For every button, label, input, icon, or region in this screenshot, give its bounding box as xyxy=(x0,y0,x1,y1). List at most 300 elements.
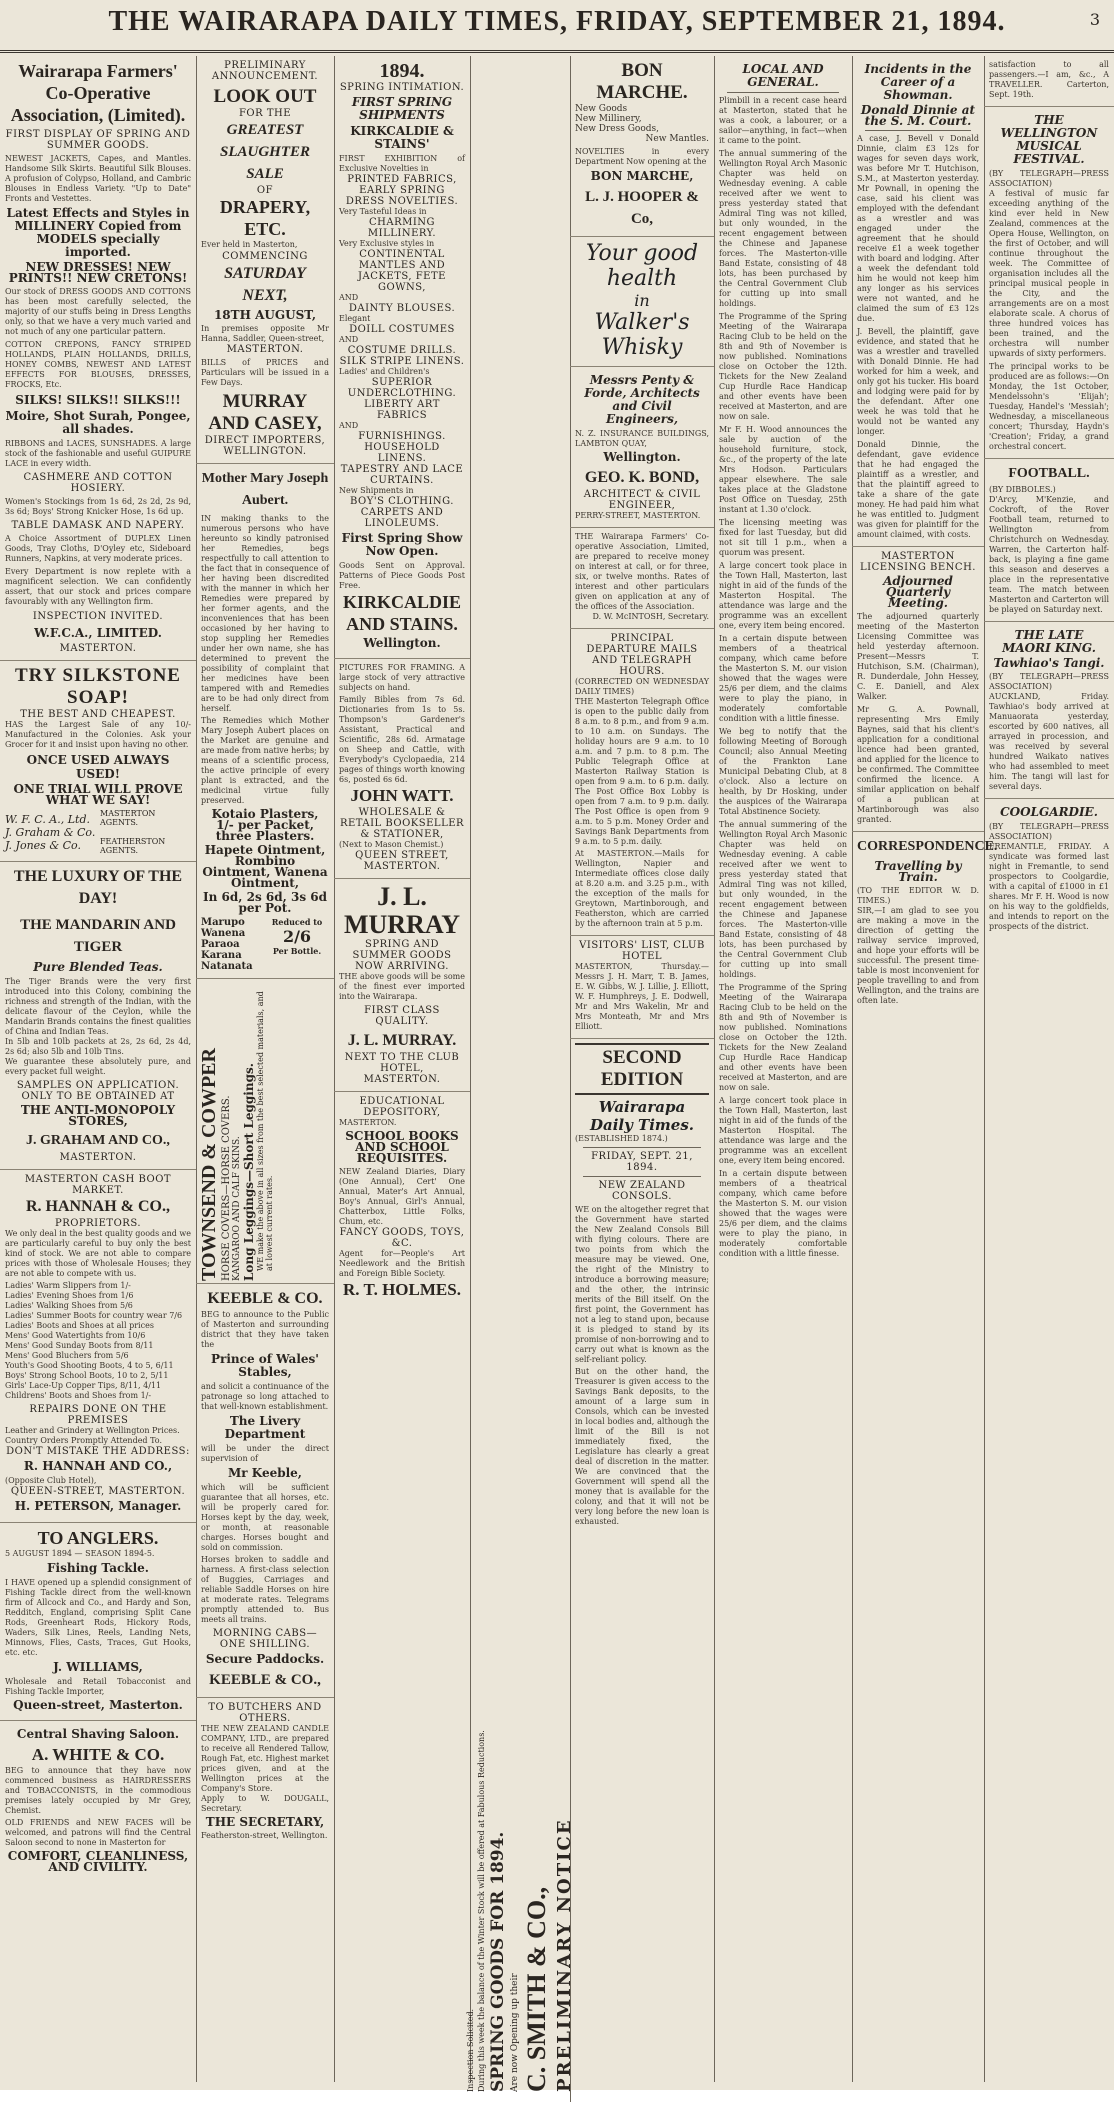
farmers-coop-ad xyxy=(0,56,196,661)
anglers-title: TO ANGLERS. xyxy=(37,1528,159,1548)
tea-guarantee: We guarantee these absolutely pure, and every packet full weight. xyxy=(5,1057,191,1076)
agent-place: FEATHERSTON AGENTS. xyxy=(100,837,166,855)
graham-name: J. GRAHAM AND CO., xyxy=(26,1133,170,1148)
exclusive-styles: Very Exclusive styles in xyxy=(339,239,435,248)
murray-casey-city: WELLINGTON. xyxy=(223,446,307,457)
local-item-5: The licensing meeting was fixed for last Tuesday, but did not sit till 1 p.m., when a quorum was present. xyxy=(719,518,847,557)
bon-marche-sign: BON MARCHE, xyxy=(590,169,694,183)
murray-casey: MURRAY AND CASEY, xyxy=(208,391,322,434)
local-item-7-repeat: In a certain dispute between members of a theatrical company, which came before the Masterton S. M. our vision showed that the wages were 25/6 per diem, and the claims were to play the piano, in moderately comfortable condition with a little finesse. xyxy=(719,1169,847,1258)
of-line: OF xyxy=(256,185,274,196)
column-4-smith-ad xyxy=(465,56,575,2102)
household-linens: HOUSEHOLD LINENS. xyxy=(364,442,440,464)
local-item-2-repeat: The annual summering of the Wellington Royal Arch Masonic Chapter was held on Wednesday evening. A cable received after we went to press yesterday stated that Admiral Ting was not killed, but only wounded, in the recent engagement between the Chinese and Japanese forces. The Masterton-ville Band Estate, consisting of 48 lots, has been purchased by the Central Government Club for cutting up into small holdings. xyxy=(719,820,847,979)
and-1: AND xyxy=(339,293,359,302)
second-edition: SECOND EDITION xyxy=(575,1043,709,1095)
penty-address: N. Z. INSURANCE BUILDINGS, LAMBTON QUAY, xyxy=(575,429,709,448)
kirkcaldie-title: KIRKCALDIE & STAINS' xyxy=(350,124,454,151)
local-item-4: Mr F. H. Wood announces the sale by auction of the household furniture, stock, &c., of the property of the late Mrs Hodson. Particulars appear elsewhere. The sale takes place at the Gladstone Post Office on Tuesday, 25th instant at 1.30 o'clock. xyxy=(719,425,847,514)
showman-body-3: Donald Dinnie, the defendant, gave evidence that he had engaged the plaintiff as a wrestler, and that the plaintiff agreed to take a share of the gate money. He had paid him what he was entitled to. Judgment was given for plaintiff for the amount claimed, with costs. xyxy=(857,440,979,539)
anglers-ad xyxy=(0,1523,196,1721)
john-watt-name: JOHN WATT. xyxy=(350,786,454,805)
kirkcaldie-city: Wellington. xyxy=(363,636,441,650)
correspondence-heading: CORRESPONDENCE. xyxy=(857,839,998,854)
musical-festival-article xyxy=(984,107,1114,459)
silkstone-body: HAS the Largest Sale of any 10/- Manufactured in the Colonies. Ask your Grocer for it and insist upon having no other. xyxy=(5,720,191,749)
aubert-body: IN making thanks to the numerous persons who have hereunto so kindly patronised her Remedies, begs respectfully to call attention to the fact that in consequence of her having been discredited with the manner in which her Remedies were prepared by her former agents, and the inconveniences that has been occasioned by her having to stop suppling her Remedies under her own name, she has determined to prevent the possibility of complaint that her medicines have been tampered with and Remedies are to be had only direct from herself. xyxy=(201,514,329,713)
column-3 xyxy=(334,56,471,2082)
mails-body-2: At MASTERTON.—Mails for Wellington, Napier and Intermediate offices close daily at 8.20 a.m. and 3.25 p.m., with the exception of the mails for Greytown, Martinborough, and Featherston, which are carried by the afternoon train at 5 p.m. xyxy=(575,849,709,928)
jl-murray-sign: J. L. MURRAY. xyxy=(347,1032,457,1049)
boot-price-item: Mens' Good Sunday Boots from 8/11 xyxy=(5,1341,154,1350)
jl-murray-ad xyxy=(334,879,470,1092)
livery-department: The Livery Department xyxy=(224,1414,306,1441)
boot-price-item: Mens' Good Bluchers from 5/6 xyxy=(5,1351,129,1360)
nz-diaries: NEW Zealand Diaries, Diary (One Annual), Cert' One Annual, Mater's Art Annual, Boy's Annual, Girl's Annual, Chatterbox, Little Folks, Chum, etc. xyxy=(339,1167,465,1226)
damask-line: TABLE DAMASK AND NAPERY. xyxy=(11,520,185,531)
opposite-club: (Opposite Club Hotel), xyxy=(5,1476,97,1485)
editorial-section xyxy=(570,1039,714,1533)
local-item-8: We beg to notify that the following Meeting of Borough Council; also Annual Meeting of the Frankton Lane Municipal Debating Club, at 8 o'clock. Also a lecture on health, by Dr Hosking, under the auspices of the Wairarapa Total Abstinence Society. xyxy=(719,727,847,816)
murray-body: THE above goods will be some of the finest ever imported into the Wairarapa. xyxy=(339,972,465,1001)
column-6 xyxy=(714,56,853,2082)
masthead-title: THE WAIRARAPA DAILY TIMES, FRIDAY, SEPTEMBER 21, 1894. xyxy=(108,6,1006,37)
pure-teas: Pure Blended Teas. xyxy=(33,960,163,974)
john-watt-ad xyxy=(334,659,470,879)
local-item-2: The annual summering of the Wellington Royal Arch Masonic Chapter was held on Wednesday evening. A cable received after we went to press yesterday stated that Admiral Ting was not killed, but only wounded, in the recent engagement between the Chinese and Japanese forces. The Masterton-ville Band Estate, consisting of 48 lots, has been purchased by the Central Government Club for cutting up into small holdings. xyxy=(719,149,847,308)
wfca-interest-notice xyxy=(570,528,714,629)
farmers-body: NEWEST JACKETS, Capes, and Mantles. Handsome Silk Skirts. Beautiful Silk Blouses. A profusion of Colypso, Holland, and Cambric Blouses in Endless Variety. "Up to Date" Fronts and Vestettes. xyxy=(5,154,191,203)
inspection-invited: INSPECTION INVITED. xyxy=(32,611,164,622)
column-7 xyxy=(852,56,998,2082)
nz-consols-heading: NEW ZEALAND CONSOLS. xyxy=(598,1180,686,1202)
boys-clothing: BOY'S CLOTHING. xyxy=(349,496,454,507)
millinery-line: Latest Effects and Styles in MILLINERY Copied from MODELS specially imported. xyxy=(6,206,190,259)
year-1894: 1894. xyxy=(379,60,425,82)
every-department: Every Department is now replete with a magnificent selection. We can confidently assert, that our stock and prices compare favourably with any Wellington firm. xyxy=(5,567,191,606)
visitors-list xyxy=(570,936,714,1039)
next-club-hotel: NEXT TO THE CLUB HOTEL, xyxy=(344,1052,460,1074)
remedy-name: Paraoa xyxy=(201,939,240,950)
column-5 xyxy=(570,56,715,2082)
holmes-town: MASTERTON. xyxy=(339,1118,397,1127)
correspondence-subheading: Travelling by Train. xyxy=(874,859,962,884)
remedy-name: Natanata xyxy=(201,961,253,972)
smith-opening: Are now Opening up their xyxy=(509,1973,520,2092)
cashmere-line: CASHMERE AND COTTON HOSIERY. xyxy=(23,472,173,494)
corr-continued-body: satisfaction to all passengers.—I am, &c., A TRAVELLER. Carterton, Sept. 19th. xyxy=(989,60,1109,99)
aubert-title: Mother Mary Joseph Aubert. xyxy=(201,471,329,508)
anglers-body: I HAVE opened up a splendid consignment of Fishing Tackle direct from the well-known firm of Allcock and Co., and Hardy and Son, Redditch, England, comprising Split Cane Rods, Greenheart Rods, Hickory Rods, Waders, Silk Lines, Reels, Landing Nets, Minnows, Flies, Casts, Traces, Gut Hooks, etc. etc. xyxy=(5,1578,191,1657)
hannah-proprietors: PROPRIETORS. xyxy=(54,1218,142,1229)
broken-horses: Horses broken to saddle and harness. A first-class selection of Buggies, Carriages and reliable Saddle Horses on hire at moderate rates. Telegrams promptly attended to. Bus meets all trains. xyxy=(201,1555,329,1624)
agent-place: MASTERTON AGENTS. xyxy=(100,809,156,827)
spring-intimation: SPRING INTIMATION. xyxy=(339,82,465,93)
sale-date: 18TH AUGUST, xyxy=(213,308,317,322)
daily-times-logo: Wairarapa Daily Times. xyxy=(589,1098,694,1134)
hannah-body: We only deal in the best quality goods and we are particularly careful to buy only the best kind of stock. We are not able to compare prices with those of Wholesale Houses; they are not able to compete with us. xyxy=(5,1229,191,1278)
williams-sub: Wholesale and Retail Tobacconist and Fishing Tackle Importer, xyxy=(5,1677,191,1696)
comfort-line: COMFORT, CLEANLINESS, AND CIVILITY. xyxy=(7,1849,189,1874)
mails-heading: PRINCIPAL DEPARTURE MAILS AND TELEGRAPH HOURS. xyxy=(586,633,698,677)
agent-name: W. F. C. A., Ltd. xyxy=(5,812,91,826)
townsend-cowper-ad xyxy=(196,979,334,1284)
edition-date: FRIDAY, SEPT. 21, 1894. xyxy=(591,1151,693,1173)
maori-heading: THE LATE MAORI KING. xyxy=(1002,628,1096,655)
new-dress-goods: New Dress Goods, xyxy=(575,124,659,134)
football-heading: FOOTBALL. xyxy=(1008,466,1090,481)
tasteful-ideas: Very Tasteful Ideas in xyxy=(339,207,427,216)
whisky-line-2: in xyxy=(634,291,650,310)
boot-price-item: Girls' Lace-Up Copper Tips, 8/11, 4/11 xyxy=(5,1381,162,1390)
doill-costumes: DOILL COSTUMES xyxy=(349,324,455,335)
aubert-plasters: Kotaio Plasters, 1/- per Packet, three Plasters. xyxy=(211,807,319,843)
townsend-horse-covers: HORSE COVERS—HORSE COVERS. xyxy=(221,1095,232,1281)
saturday-next: SATURDAY NEXT, xyxy=(224,265,306,304)
secure-paddocks: Secure Paddocks. xyxy=(205,1652,325,1666)
commencing: COMMENCING xyxy=(222,251,308,262)
consols-body: WE on the altogether regret that the Government have started the New Zealand Consols Bill with flying colours. There are two points from which the measure may be viewed. One, the right of the Ministry to introduce a borrowing measure; and the other, the intrinsic merits of the Bill itself. On the first point, the Government has not a leg to stand upon, because it is pledged to stand by its promise of non-borrowing and to carry out what is known as the self-reliant policy. xyxy=(575,1205,709,1364)
damask-body: A Choice Assortment of DUPLEX Linen Goods, Tray Cloths, D'Oyley etc, Sideboard Runners, Napkins, at very moderate prices. xyxy=(5,534,191,563)
smith-spring-goods: SPRING GOODS FOR 1894. xyxy=(487,1831,508,2092)
wales-body: and solicit a continuance of the patronage so long attached to that well-known establishment. xyxy=(201,1382,329,1411)
penty-city: Wellington. xyxy=(603,450,681,464)
keeble-person: Mr Keeble, xyxy=(228,1466,302,1480)
williams-name: J. WILLIAMS, xyxy=(53,1660,143,1674)
licensing-subheading: Adjourned Quarterly Meeting. xyxy=(883,574,953,610)
murray-town: MASTERTON. xyxy=(363,1074,441,1085)
tea-samples: SAMPLES ON APPLICATION. ONLY TO BE OBTAINED AT xyxy=(16,1080,180,1102)
bond-profession: ARCHITECT & CIVIL ENGINEER, xyxy=(583,489,701,511)
new-mantles: New Mantles. xyxy=(645,134,709,144)
holmes-name: R. T. HOLMES. xyxy=(343,1280,461,1299)
showman-article xyxy=(852,56,984,547)
continental-mantles: CONTINENTAL MANTLES AND JACKETS, FETE GOWNS, xyxy=(358,249,446,293)
agent-name: J. Graham & Co. xyxy=(5,825,96,839)
candle-secretary: THE SECRETARY, xyxy=(205,1815,325,1829)
new-goods: New Goods xyxy=(575,104,628,114)
silks-line: SILKS! SILKS!! SILKS!!! xyxy=(15,393,181,407)
boot-price-item: Childrens' Boots and Shoes from 1/- xyxy=(5,1391,152,1400)
livery-body: will be under the direct supervision of xyxy=(201,1444,329,1463)
family-bibles: Family Bibles from 7s 6d. Dictionaries from 1s to 5s. Thompson's Gardener's Assistant, Practical and Scientific, 28s 6d. Armatage on Sheep and Cattle, with Everybody's Cyclopaedia, 214 pages of things worth knowing 6s, posted 6s 6d. xyxy=(339,695,465,784)
local-item-7: In a certain dispute between members of a theatrical company, which came before the Masterton S. M. our vision showed that the wages were 25/6 per diem, and the claims were to play the piano, in moderately comfortable condition with a little finesse. xyxy=(719,634,847,723)
old-friends: OLD FRIENDS and NEW FACES will be welcomed, and patrons will find the Central Saloon second to none in Masterton for xyxy=(5,1818,191,1847)
silk-stripe-linens: SILK STRIPE LINENS. xyxy=(339,356,465,367)
ever-held: Ever held in Masterton, xyxy=(201,240,298,249)
wfca-secretary: D. W. McINTOSH, Secretary. xyxy=(592,612,709,621)
candle-company-ad xyxy=(196,1698,334,1847)
boot-price-item: Ladies' Evening Shoes from 1/6 xyxy=(5,1291,134,1300)
liberty-fabrics: LIBERTY ART FABRICS xyxy=(364,399,440,421)
local-general-section xyxy=(714,56,852,1265)
football-body: D'Arcy, M'Kenzie, and Cockroft, of the Rover Football team, returned to Wellington from Christchurch on Wednesday. Warren, the Carterton half-back, is playing a fine game this season and deserves a place in the representative team. The match between Masterton and Carterton will be played on Saturday next. xyxy=(989,495,1109,614)
coolgardie-heading: COOLGARDIE. xyxy=(1000,805,1098,819)
jl-murray-title: J. L. MURRAY xyxy=(343,882,461,939)
local-general-heading: LOCAL AND GENERAL. xyxy=(742,62,824,89)
column-8 xyxy=(984,56,1114,2082)
ribbons-line: RIBBONS and LACES, SUNSHADES. A large stock of the fashionable and useful GUIPURE LACE in every width. xyxy=(5,439,191,468)
geo-bond: GEO. K. BOND, xyxy=(584,469,700,486)
bills-line: BILLS of PRICES and Particulars will be issued in a Few Days. xyxy=(201,358,329,387)
cash-boot-title: MASTERTON CASH BOOT MARKET. xyxy=(24,1174,172,1196)
reduced-to: Reduced to xyxy=(271,917,323,927)
smith-prelim-notice: PRELIMINARY NOTICE xyxy=(553,1818,575,2092)
hannah-address-name: R. HANNAH AND CO., xyxy=(23,1459,173,1473)
bon-marche-title: BON MARCHE. xyxy=(596,60,688,103)
graham-place: MASTERTON. xyxy=(59,1152,137,1163)
townsend-title: TOWNSEND & COWPER xyxy=(198,1048,220,1281)
musical-body: A festival of music far exceeding anything of the kind ever held in New Zealand, commences at the Opera House, Wellington, on the first of October, and will continue throughout the week. The Committee of organisation includes all the principal musical people in the City, and the arrangements are on a most elaborate scale. A chorus of three hundred voices has been trained, and the orchestra will number upwards of sixty performers. xyxy=(989,189,1109,358)
dainty-blouses: DAINTY BLOUSES. xyxy=(348,303,456,314)
local-item-6: A large concert took place in the Town Hall, Masterton, last night in aid of the funds of the Masterton Hospital. The attendance was large and the programme was an excellent one, every item being encored. xyxy=(719,561,847,630)
showman-body-2: J. Bevell, the plaintiff, gave evidence, and stated that he was a wrestler and travelled with Donald Dinnie. He had worked for him a week, and only got his tucker. His board and lodging were paid for by the defendant. After one week he was told that he would not be wanted any longer. xyxy=(857,327,979,436)
aubert-pot-price: In 6d, 2s 6d, 3s 6d per Pot. xyxy=(202,890,327,915)
local-item-1: Plimbill in a recent case heard at Masterton, stated that he was a cook, a labourer, or a sailor—anything, in fact—when it came to the point. xyxy=(719,96,847,145)
new-dresses-line: NEW DRESSES! NEW PRINTS!! NEW CRETONS! xyxy=(8,260,188,285)
architects-ad xyxy=(570,367,714,528)
remedy-name: Karana xyxy=(201,950,242,961)
licensing-body-2: Mr G. A. Pownall, representing Mrs Emily Baynes, said that his client's application for a conditional licence had been granted, and applied for the licence to be confirmed. The Committee confirmed the licence. A similar application on behalf of a publican at Martinborough was also granted. xyxy=(857,705,979,824)
townsend-skins: KANGAROO AND CALF SKINS. xyxy=(232,1136,242,1281)
boot-price-item: Youth's Good Shooting Boots, 4 to 5, 6/11 xyxy=(5,1361,174,1370)
sale-town: MASTERTON. xyxy=(226,344,304,355)
smith-inspection: Inspection Solicited. xyxy=(465,2008,475,2092)
for-the: FOR THE xyxy=(238,108,292,119)
cotton-line: COTTON CREPONS, FANCY STRIPED HOLLANDS, PLAIN HOLLANDS, DRILLS, HONEY COMBS, NEWEST AND LATEST EFFECTS FOR BLOUSES, DRESSES, FROCKS, Etc. xyxy=(5,340,191,389)
fishing-tackle: Fishing Tackle. xyxy=(47,1561,149,1575)
musical-body-2: The principal works to be produced are as follows:—On Monday, the 1st October, Mendelssohn's 'Elijah'; Tuesday, Handel's 'Messiah'; Wednesday, a miscellaneous concert; Thursday, Haydn's 'Creation'; Friday, a grand orchestral concert. xyxy=(989,362,1109,451)
agent-line: Agent for—People's Art Needlework and the British and Foreign Bible Society. xyxy=(339,1249,465,1278)
whisky-line-1: Your good health xyxy=(585,241,699,291)
page-number: 3 xyxy=(1089,10,1100,29)
educational-depository: EDUCATIONAL DEPOSITORY, xyxy=(359,1096,445,1118)
wfca-notice-body: THE Wairarapa Farmers' Co-operative Association, Limited, are prepared to receive money on interest at call, or for three, six, or twelve months. Rates of interest and other particulars given on application at any of the offices of the Association. xyxy=(575,532,709,611)
first-spring-shipments: FIRST SPRING SHIPMENTS xyxy=(351,95,453,122)
drapery-etc: DRAPERY, ETC. xyxy=(219,197,311,239)
once-used: ONCE USED ALWAYS USED! xyxy=(26,753,170,781)
one-trial: ONE TRIAL WILL PROVE WHAT WE SAY! xyxy=(13,782,183,807)
livery-body-2: which will be sufficient guarantee that all horses, etc. will be properly cared for. Horses kept by the day, week, or month, at reasonable charges. Horses bought and sold on commission. xyxy=(201,1483,329,1552)
boot-price-item: Ladies' Warm Slippers from 1/- xyxy=(5,1281,131,1290)
wfca-town: MASTERTON. xyxy=(59,643,137,654)
mails-subheading: (CORRECTED ON WEDNESDAY DAILY TIMES) xyxy=(575,677,709,696)
anglers-dates: 5 AUGUST 1894 — SEASON 1894-5. xyxy=(5,1549,155,1558)
musical-heading: THE WELLINGTON MUSICAL FESTIVAL. xyxy=(1000,113,1098,166)
early-spring: EARLY SPRING DRESS NOVELTIES. xyxy=(345,185,459,207)
whisky-line-3: Walker's Whisky xyxy=(594,310,690,360)
shaving-saloon-ad xyxy=(0,1721,196,1882)
tea-prices: In 5lb and 10lb packets at 2s, 2s 6d, 2s 4d, 2s 6d; also 5lb and 10lb Tins. xyxy=(5,1037,191,1056)
correspondence-section xyxy=(852,832,998,1012)
licensing-body: The adjourned quarterly meeting of the Masterton Licensing Committee was held yesterday afternoon. Present—Messrs T. Hutchison, S.M. (Chairman), R. Dunderdale, John Hessey, C. E. Daniell, and Alex Walker. xyxy=(857,612,979,701)
townsend-leggings: Long Leggings—Short Leggings. xyxy=(242,1063,256,1281)
womens-stockings-line: Women's Stockings from 1s 6d, 2s 2d, 2s 9d, 3s 6d; Boys' Strong Knicker Hose, 1s 6d up. xyxy=(5,497,191,516)
pictures-framing: PICTURES FOR FRAMING. A large stock of very attractive subjects on hand. xyxy=(339,663,465,692)
showman-subheading: Donald Dinnie at the S. M. Court. xyxy=(860,103,976,128)
white-name: A. WHITE & CO. xyxy=(31,1745,165,1764)
slaughter-sale-ad xyxy=(196,56,334,464)
showman-heading: Incidents in the Career of a Showman. xyxy=(864,62,972,102)
boot-price-item: Mens' Good Watertights from 10/6 xyxy=(5,1331,146,1340)
licensing-bench-article xyxy=(852,547,984,832)
candle-address: Featherston-street, Wellington. xyxy=(201,1831,328,1840)
prince-of-wales-stables: Prince of Wales' Stables, xyxy=(211,1352,319,1379)
boot-price-item: Boys' Strong School Boots, 10 to 2, 5/11 xyxy=(5,1371,169,1380)
costume-drills: COSTUME DRILLS. xyxy=(347,345,457,356)
mails-body: THE Masterton Telegraph Office is open to the public daily from 8 a.m. to 8 p.m., and from 9 a.m. to 10 a.m. on Sundays. The holiday hours are 9 a.m. to 10 a.m. and 7 p.m. to 8 p.m. The Public Telegraph Office at Masterton Railway Station is open from 9 a.m. to 6 p.m. daily. The Post Office Box Lobby is open from 7 a.m. to 9 p.m. daily. The Post Office is open from 9 a.m. to 5 p.m. Money Order and Savings Bank Departments from 9 a.m. to 5 p.m. daily. xyxy=(575,697,709,846)
correspondence-body: SIR,—I am glad to see you are making a move in the direction of getting the railway service improved, and hope your efforts will be successful. The present time-table is most inconvenient for people travelling to and from Wellington, and the trains are often late. xyxy=(857,906,979,1005)
smith-name: C. SMITH & CO., xyxy=(521,1886,551,2092)
reduced-price: 2/6 xyxy=(282,927,312,946)
next-museum: (Next to Mason Chemist.) xyxy=(339,840,444,849)
keeble-stables-ad xyxy=(196,1284,334,1698)
smith-reductions: During this week the balance of the Winter Stock will be offered at Fabulous Reductions. xyxy=(476,1730,486,2092)
hannah-name: R. HANNAH & CO., xyxy=(26,1198,170,1215)
superior-underclothing: SUPERIOR UNDERCLOTHING. xyxy=(347,377,457,399)
luxury-title: THE LUXURY OF THE DAY! xyxy=(13,868,183,907)
white-body: BEG to announce that they have now commenced business as HAIRDRESSERS and TOBACCONISTS, in the commodious premises lately occupied by Mr Grey, Chemist. xyxy=(5,1766,191,1815)
keeble-body: BEG to announce to the Public of Masterton and surrounding district that they have taken the xyxy=(201,1310,329,1349)
candle-apply: Apply to W. DOUGALL, Secretary. xyxy=(201,1794,329,1813)
agent-name: J. Jones & Co. xyxy=(5,838,81,852)
aubert-body-2: The Remedies which Mother Mary Joseph Aubert places on the Market are genuine and are made from native herbs; by means of a scientific process, the active principle of every plant is extracted, and the medicinal virtue fully preserved. xyxy=(201,716,329,805)
dont-mistake: DON'T MISTAKE THE ADDRESS: xyxy=(6,1446,190,1457)
anti-monopoly: THE ANTI-MONOPOLY STORES, xyxy=(20,1103,176,1128)
charming-millinery: CHARMING MILLINERY. xyxy=(367,217,437,239)
remedy-name: Wanena xyxy=(201,928,246,939)
consols-body-2: But on the other hand, the Treasurer is given access to the Savings Bank deposits, to the amount of a large sum in Consols, which can be invested in local bodies and, although the limit of the Bill is not immediately fixed, the Legislature has clearly a great deal of discretion in the matter. We are convinced that the Government will spend all the money that is available for the colony, and that it will not be very long before the new loan is exhausted. xyxy=(575,1367,709,1526)
walker-whisky-ad xyxy=(570,237,714,367)
country-orders: Country Orders Promptly Attended To. xyxy=(5,1436,163,1445)
wfca-line: W.F.C.A., LIMITED. xyxy=(34,626,162,640)
first-exhibition: FIRST EXHIBITION of Exclusive Novelties in xyxy=(339,154,465,173)
first-class-quality: FIRST CLASS QUALITY. xyxy=(364,1005,440,1027)
aubert-ad xyxy=(196,464,334,979)
penty-forde: Messrs Penty & Forde, Architects and Civil Engineers, xyxy=(584,373,700,426)
direct-importers: DIRECT IMPORTERS, xyxy=(204,435,326,446)
dress-goods-body: Our stock of DRESS GOODS AND COTTONS has been most carefully selected, the majority of our stuffs being in Dress Lengths only, so that we have a very much varied and not much of any one particular pattern. xyxy=(5,287,191,336)
boot-price-item: Ladies' Summer Boots for country wear 7/6 xyxy=(5,1311,183,1320)
fancy-goods: FANCY GOODS, TOYS, &C. xyxy=(339,1227,465,1249)
elegant: Elegant xyxy=(339,314,371,323)
kirkcaldie-ad xyxy=(334,56,470,659)
prelim-announcement: PRELIMINARY ANNOUNCEMENT. xyxy=(211,60,319,82)
hannah-boot-ad xyxy=(0,1170,196,1523)
townsend-body: WE make the above in all sizes from the best selected materials, and at lowest current rates. xyxy=(256,991,274,1271)
school-books: SCHOOL BOOKS AND SCHOOL REQUISITES. xyxy=(345,1129,459,1165)
sale-premises: In premises opposite Mr Hanna, Saddler, Queen-street, xyxy=(201,324,329,343)
column-2 xyxy=(196,56,335,2082)
peterson-manager: H. PETERSON, Manager. xyxy=(14,1499,182,1513)
local-item-3: The Programme of the Spring Meeting of the Wairarapa Racing Club to be held on the 8th and 9th of November is now published. Nominations close on October the 12th. Tickets for the New Zealand Cup Hurdle Race Handicap and other events have been received at Masterton, and are now on sale. xyxy=(719,312,847,421)
masthead xyxy=(0,0,1114,53)
established: (ESTABLISHED 1874.) xyxy=(575,1134,668,1143)
visitors-heading: VISITORS' LIST, CLUB HOTEL xyxy=(579,940,705,962)
aubert-ointments: Hapete Ointment, Rombino Ointment, Wanena Ointment, xyxy=(202,843,328,890)
furnishings: FURNISHINGS. xyxy=(358,431,446,442)
and-2: AND xyxy=(339,335,359,344)
maori-body: AUCKLAND, Friday. Tawhiao's body arrived at Manuaorata yesterday, escorted by 600 natives, all arrayed in procession, and was received by several hundred Waikato natives who had assembled to meet him. The tangi will last for several days. xyxy=(989,692,1109,791)
mails-notice xyxy=(570,629,714,936)
holmes-ad xyxy=(334,1092,470,1307)
correspondence-to: (TO THE EDITOR W. D. TIMES.) xyxy=(857,886,979,905)
keeble-title: KEEBLE & CO. xyxy=(207,1290,323,1307)
maori-subheading: Tawhiao's Tangi. xyxy=(993,656,1105,670)
visitors-body: MASTERTON, Thursday.—Messrs J. H. Marr, T. B. James, E. W. Gibbs, W. J. Lillie, J. Elliott, W. F. Humphreys, J. E. Dodwell, Mr and Mrs Wakelin, Mr and Mrs Monteath, Mr and Mrs Elliott. xyxy=(575,962,709,1031)
kirkcaldie-sign: KIRKCALDIE AND STAINS. xyxy=(342,592,462,634)
football-subheading: (BY DIBBOLES.) xyxy=(989,485,1056,494)
silkstone-soap-ad xyxy=(0,661,196,862)
novelties-line: NOVELTIES in every Department Now opening at the xyxy=(575,147,709,166)
greatest-sale: GREATEST SLAUGHTER SALE xyxy=(219,122,310,182)
maori-king-article xyxy=(984,622,1114,799)
central-saloon: Central Shaving Saloon. xyxy=(16,1727,180,1741)
showman-body: A case, J. Bevell v Donald Dinnie, claim £3 12s for wages for seven days work, was before Mr T. Hutchison, S.M., at Masterton yesterday. Mr Pownall, in opening the case, said his client was employed with the defendant as a wrestler and was engaged under the agreement that he should receive £1 a week together with board and lodging. After a week the defendant told him he would not keep him any longer as his services were not wanted, and he claimed the sum of £3 12s due. xyxy=(857,134,979,323)
boot-price-item: Ladies' Boots and Shoes at all prices xyxy=(5,1321,154,1330)
silkstone-subtitle: THE BEST AND CHEAPEST. xyxy=(20,709,176,720)
boot-price-list xyxy=(5,1281,191,1401)
new-shipments: New Shipments in xyxy=(339,486,414,495)
hannah-street: QUEEN-STREET, MASTERTON. xyxy=(10,1486,186,1497)
tapestry-curtains: TAPESTRY AND LACE CURTAINS. xyxy=(340,464,464,486)
boot-price-item: Ladies' Walking Shoes from 5/6 xyxy=(5,1301,133,1310)
bond-address: PERRY-STREET, MASTERTON. xyxy=(575,511,701,520)
mandarin-tea-ad xyxy=(0,862,196,1170)
hooper-name: L. J. HOOPER & Co, xyxy=(585,189,699,227)
first-spring-show: First Spring Show Now Open. xyxy=(341,531,463,558)
keeble-sign: KEEBLE & CO., xyxy=(209,1672,321,1688)
remedy-name: Marupo xyxy=(201,917,245,928)
to-butchers: TO BUTCHERS AND OTHERS. xyxy=(208,1702,322,1724)
aubert-remedy-table xyxy=(201,917,329,972)
leather-line: Leather and Grindery at Wellington Prices. xyxy=(5,1426,180,1435)
and-3: AND xyxy=(339,421,359,430)
printed-fabrics: PRINTED FABRICS, xyxy=(347,174,457,185)
coolgardie-body: FREMANTLE, FRIDAY. A syndicate was formed last night in Fremantle, to send prospectors to Coolgardie, with a capital of £1000 in £1 shares. Mr F. H. Wood is now on his way to the goldfields, and intends to report on the prospects of the district. xyxy=(989,842,1109,931)
bookseller-stationer: WHOLESALE & RETAIL BOOKSELLER & STATIONER, xyxy=(339,807,465,840)
correspondence-continued xyxy=(984,56,1114,107)
carpets-linoleums: CARPETS AND LINOLEUMS. xyxy=(360,507,444,529)
maori-source: (BY TELEGRAPH—PRESS ASSOCIATION) xyxy=(989,672,1109,691)
morning-cabs: MORNING CABS—ONE SHILLING. xyxy=(212,1628,318,1650)
coolgardie-source: (BY TELEGRAPH—PRESS ASSOCIATION) xyxy=(989,822,1109,841)
farmers-title: Wairarapa Farmers' Co-Operative Association, (Limited). xyxy=(10,61,186,125)
ladies-children: Ladies' and Children's xyxy=(339,367,430,376)
local-item-6-repeat: A large concert took place in the Town Hall, Masterton, last night in aid of the funds of the Masterton Hospital. The attendance was large and the programme was an excellent one, every item being encored. xyxy=(719,1096,847,1165)
moire-line: Moire, Shot Surah, Pongee, all shades. xyxy=(5,409,191,436)
agents-block xyxy=(5,809,191,855)
per-bottle: Per Bottle. xyxy=(272,946,322,956)
silkstone-title: TRY SILKSTONE SOAP! xyxy=(15,665,181,708)
watt-street: QUEEN STREET, MASTERTON. xyxy=(355,850,449,872)
look-out: LOOK OUT xyxy=(213,86,317,107)
coolgardie-article xyxy=(984,799,1114,938)
goods-sent: Goods Sent on Approval. Patterns of Piece Goods Post Free. xyxy=(339,561,465,590)
column-1 xyxy=(0,56,197,2082)
bon-marche-ad xyxy=(570,56,714,237)
spring-summer-goods: SPRING AND SUMMER GOODS NOW ARRIVING. xyxy=(352,939,452,972)
licensing-heading: MASTERTON LICENSING BENCH. xyxy=(860,551,976,573)
candle-body: THE NEW ZEALAND CANDLE COMPANY, LTD., are prepared to receive all Rendered Tallow, Rough Fat, etc. Highest market prices given, and at the Wellington prices at the Company's Store. xyxy=(201,1724,329,1793)
local-item-3-repeat: The Programme of the Spring Meeting of the Wairarapa Racing Club to be held on the 8th and 9th of November is now published. Nominations close on October the 12th. Tickets for the New Zealand Cup Hurdle Race Handicap and other events have been received at Masterton, and are now on sale. xyxy=(719,983,847,1092)
repairs-line: REPAIRS DONE ON THE PREMISES xyxy=(29,1404,167,1426)
football-article xyxy=(984,459,1114,622)
mandarin-title: THE MANDARIN AND TIGER xyxy=(20,917,176,955)
williams-address: Queen-street, Masterton. xyxy=(13,1698,183,1712)
musical-subheading: (BY TELEGRAPH—PRESS ASSOCIATION) xyxy=(989,169,1109,188)
new-millinery: New Millinery, xyxy=(575,114,642,124)
